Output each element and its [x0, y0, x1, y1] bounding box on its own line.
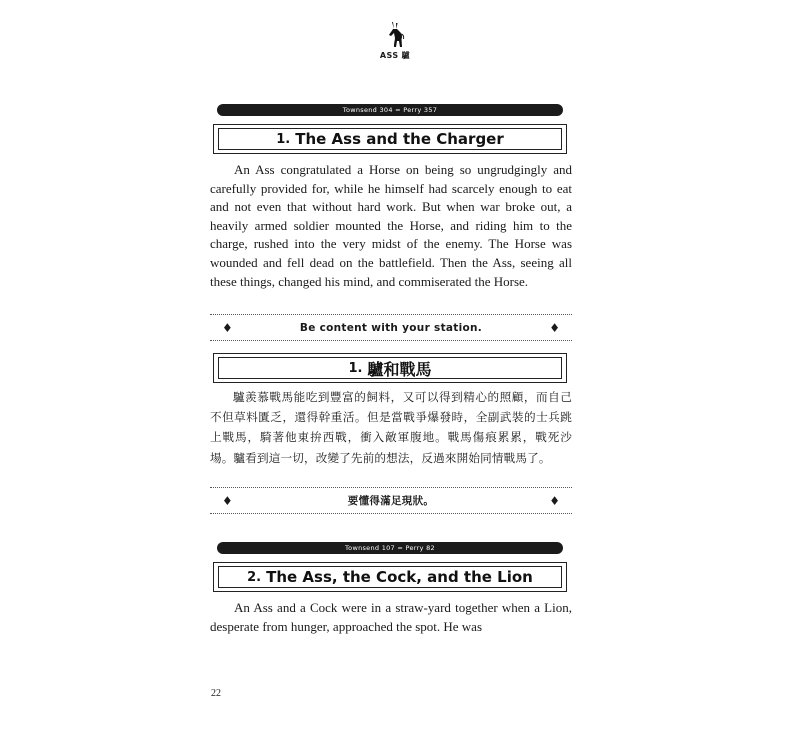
- running-head: ASS 驢: [379, 51, 411, 60]
- page-number: 22: [211, 688, 221, 699]
- fable-body-2: An Ass and a Cock were in a straw-yard together when a Lion, desperate from hunger, approached the spot. He was: [210, 600, 572, 634]
- fable-title-frame-1: [213, 124, 567, 154]
- fable-title-frame-2: [213, 562, 567, 592]
- fable-number-2: 2.: [247, 569, 262, 585]
- fable-title-1: The Ass and the Charger: [295, 130, 504, 148]
- fable-body-1-zh: 驢羨慕戰馬能吃到豐富的飼料，又可以得到精心的照顧，而自己不但草料匱乏，還得幹重活。但是當戰爭爆發時，全副武裝的士兵跳上戰馬，騎著他東拚西戰，衝入敵軍腹地。戰馬傷痕累累，戰死沙場。驢看到這一切，改變了先前的想法，反過來開始同情戰馬了。: [210, 390, 572, 465]
- fable-number-1-zh: 1.: [348, 360, 363, 376]
- donkey-icon: [384, 20, 408, 50]
- diamond-icon: ♦: [549, 493, 560, 508]
- moral-bar-1-zh: [210, 487, 572, 514]
- fable-number-1: 1.: [276, 131, 291, 147]
- fable-title-1-zh: 驢和戰馬: [367, 359, 432, 379]
- moral-bar-1: [210, 314, 572, 341]
- fable-body-1: An Ass congratulated a Horse on being so ungrudgingly and carefully provided for, while he himself had scarcely enough to eat and not even that without hard work. But when war broke out, a heavily armed soldier mounted the Horse, and riding him to the charge, rushed into the very midst of the enemy. The Horse was wounded and fell dead on the battlefield. Then the Ass, seeing all these things, changed his mind, and commiserated the Horse.: [210, 162, 572, 289]
- moral-text-1: Be content with your station.: [299, 321, 483, 334]
- moral-text-1-zh: 要懂得滿足現狀。: [347, 495, 435, 507]
- diamond-icon: ♦: [222, 320, 233, 335]
- diamond-icon: ♦: [549, 320, 560, 335]
- fable-reference-1: Townsend 304 = Perry 357: [217, 104, 563, 116]
- diamond-icon: ♦: [222, 493, 233, 508]
- fable-title-frame-1-zh: [213, 353, 567, 383]
- fable-title-2: The Ass, the Cock, and the Lion: [266, 568, 533, 586]
- fable-reference-2: Townsend 107 = Perry 82: [217, 542, 563, 554]
